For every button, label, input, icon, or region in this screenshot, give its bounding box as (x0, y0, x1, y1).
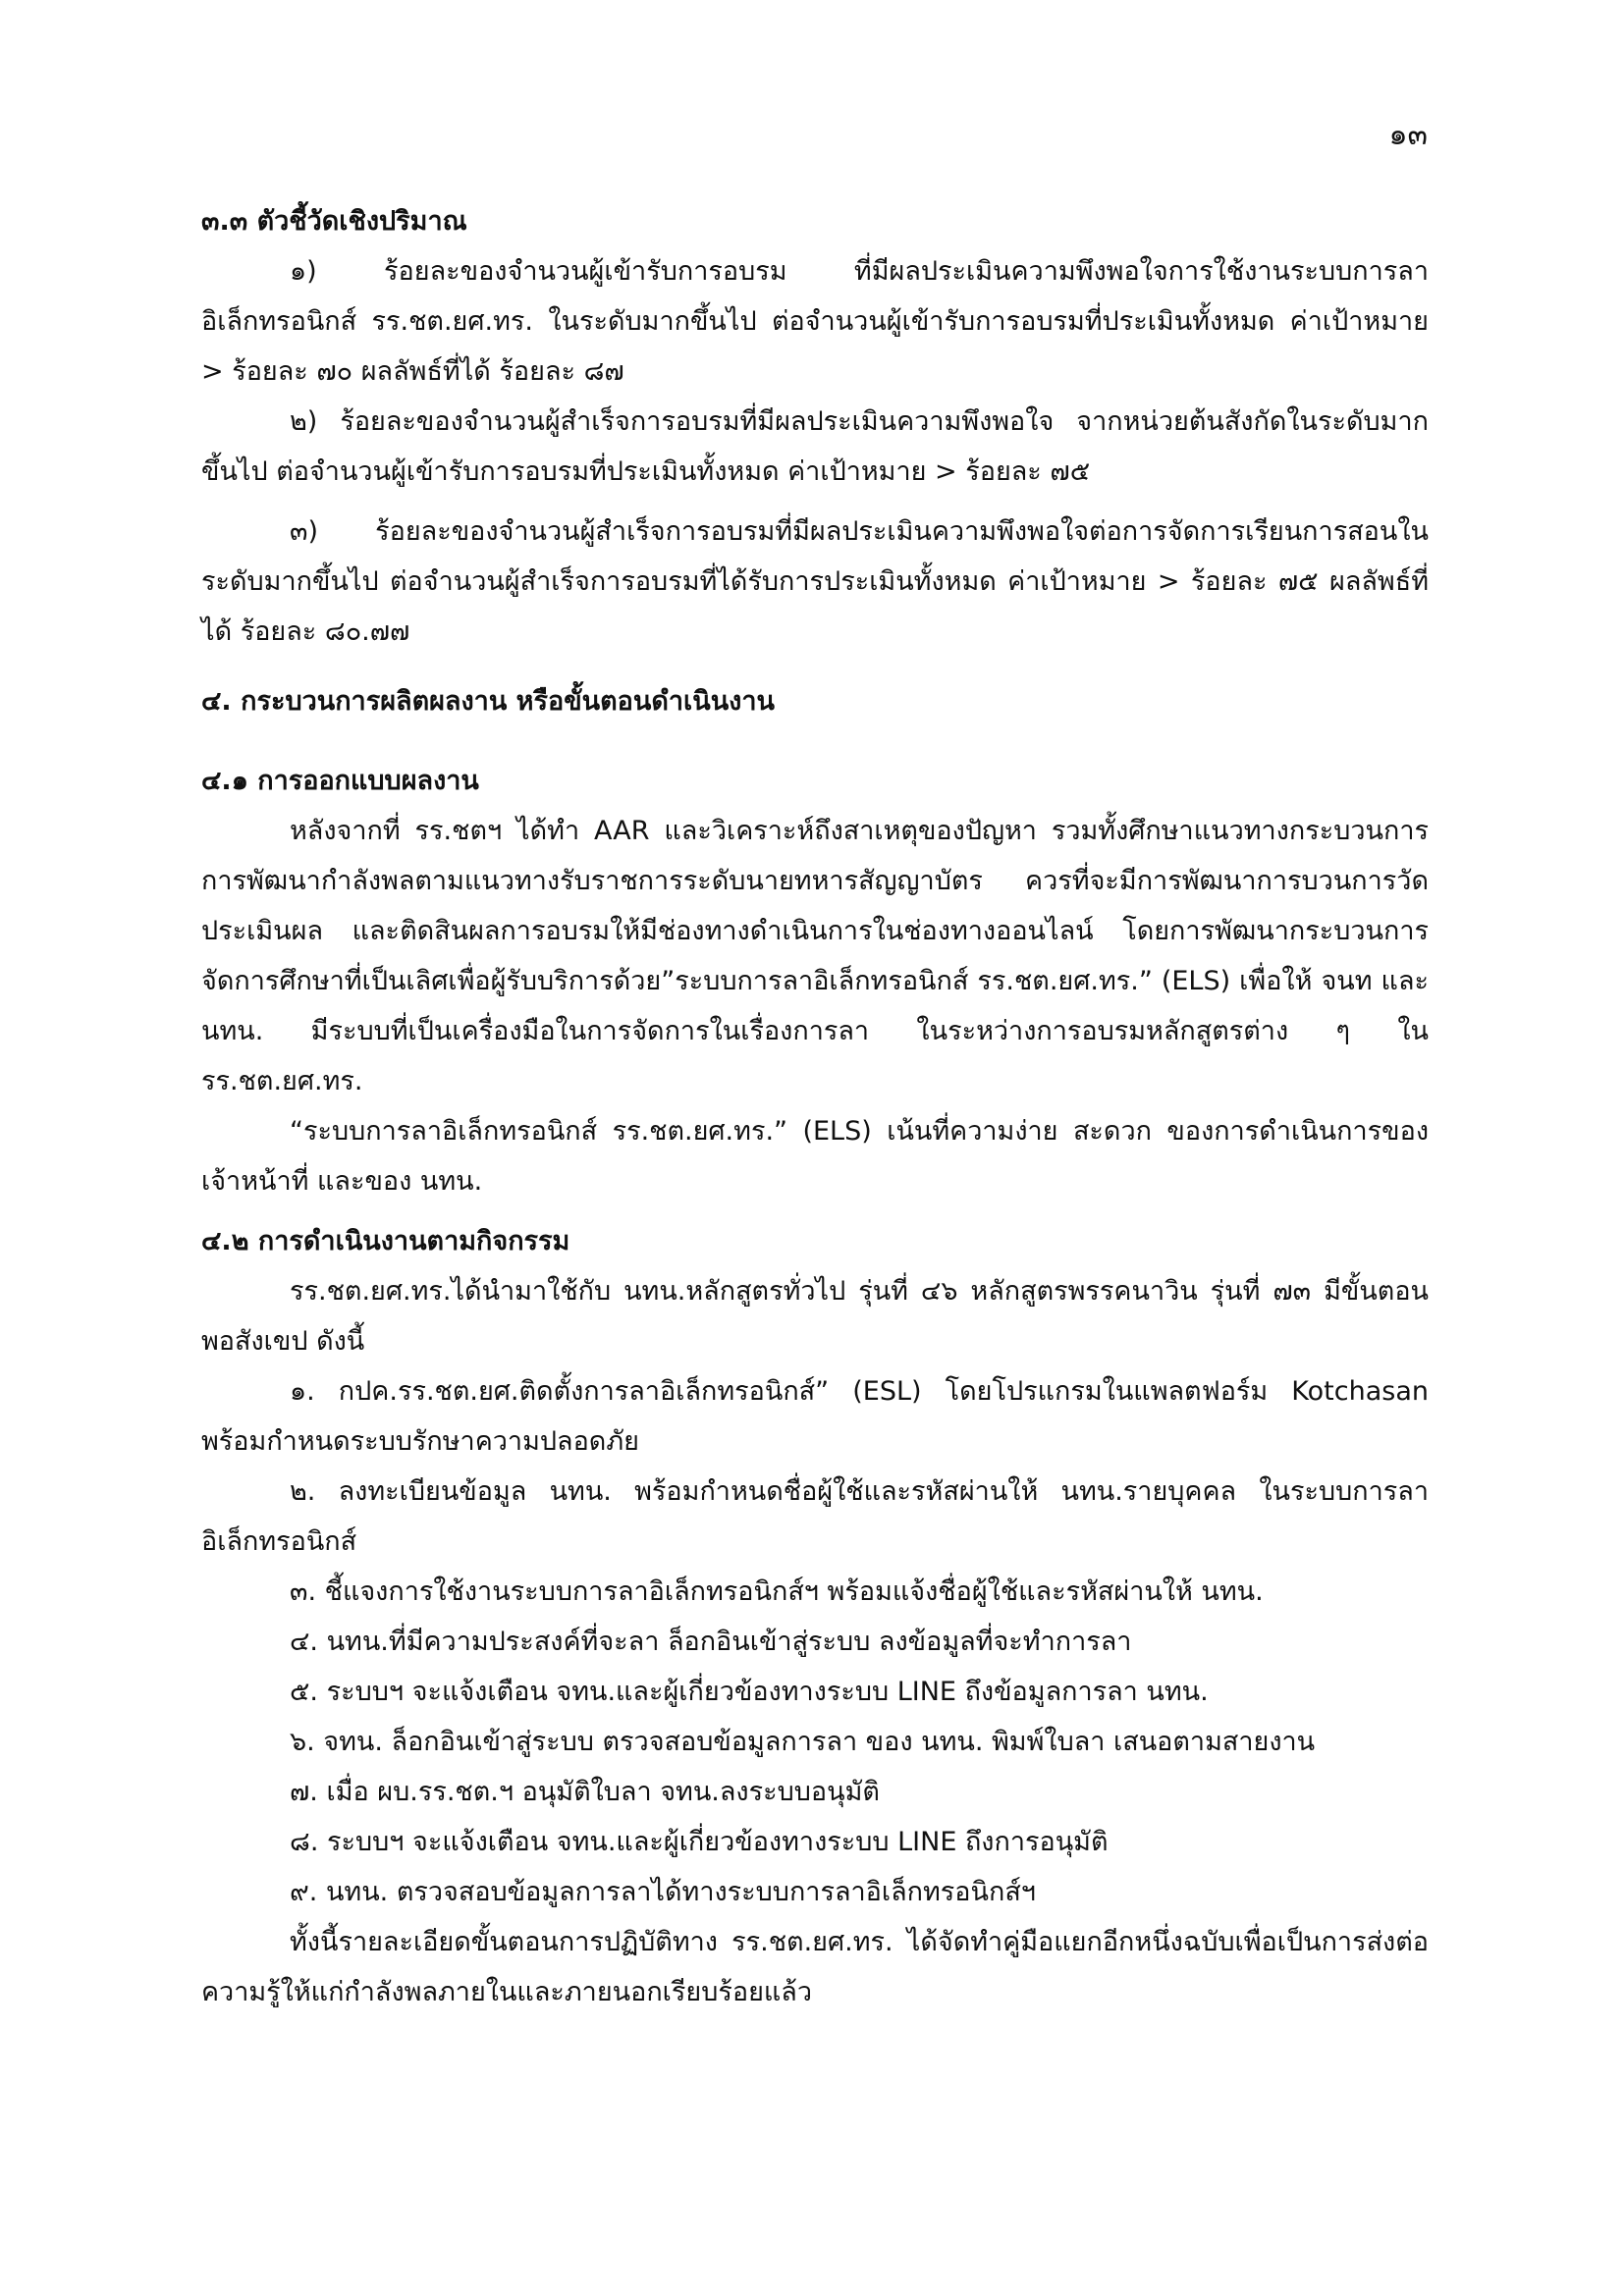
section-4-1-paragraph-1: หลังจากที่ รร.ชตฯ ได้ทำ AAR และวิเคราะห์ถึงสาเหตุของปัญหา รวมทั้งศึกษาแนวทางกระบวนการการพัฒนากำลังพลตามแนวทางรับราชการระดับนายทหารสัญญาบัตร ควรที่จะมีการพัฒนาการบวนการวัดประเมินผล และติดสินผลการอบรมให้มีช่องทางดำเนินการในช่องทางออนไลน์ โดยการพัฒนากระบวนการจัดการศึกษาที่เป็นเลิศเพื่อผู้รับบริการด้วย”ระบบการลาอิเล็กทรอนิกส์ รร.ชต.ยศ.ทร.” (ELS) เพื่อให้ จนท และ นทน. มีระบบที่เป็นเครื่องมือในการจัดการในเรื่องการลา ในระหว่างการอบรมหลักสูตรต่าง ๆ ใน รร.ชต.ยศ.ทร. (201, 816, 1429, 1096)
page-number: ๑๓ (1388, 118, 1428, 152)
step-item: ๘. ระบบฯ จะแจ้งเตือน จทน.และผู้เกี่ยวข้องทางระบบ LINE ถึงการอนุมัติ (290, 1827, 1109, 1857)
section-3-3-paragraph-3: ๓) ร้อยละของจำนวนผู้สำเร็จการอบรมที่มีผลประเมินความพึงพอใจต่อการจัดการเรียนการสอนในระดับมากขึ้นไป ต่อจำนวนผู้สำเร็จการอบรมที่ได้รับการประเมินทั้งหมด ค่าเป้าหมาย > ร้อยละ ๗๕ ผลลัพธ์ที่ได้ ร้อยละ ๘๐.๗๗ (201, 516, 1429, 647)
step-item: ๔. นทน.ที่มีความประสงค์ที่จะลา ล็อกอินเข้าสู่ระบบ ลงข้อมูลที่จะทำการลา (290, 1627, 1132, 1657)
section-4-heading: ๔. กระบวนการผลิตผลงาน หรือขั้นตอนดำเนินงาน (201, 686, 775, 717)
step-item: ๖. จทน. ล็อกอินเข้าสู่ระบบ ตรวจสอบข้อมูลการลา ของ นทน. พิมพ์ใบลา เสนอตามสายงาน (290, 1727, 1316, 1757)
section-4-1-paragraph-2: “ระบบการลาอิเล็กทรอนิกส์ รร.ชต.ยศ.ทร.” (ELS) เน้นที่ความง่าย สะดวก ของการดำเนินการของเจ้าหน้าที่ และของ นทน. (201, 1116, 1429, 1197)
section-4-2-closing: ทั้งนี้รายละเอียดขั้นตอนการปฏิบัติทาง รร.ชต.ยศ.ทร. ได้จัดทำคู่มือแยกอีกหนึ่งฉบับเพื่อเป็นการส่งต่อความรู้ให้แก่กำลังพลภายในและภายนอกเรียบร้อยแล้ว (201, 1927, 1429, 2007)
step-item: ๗. เมื่อ ผบ.รร.ชต.ฯ อนุมัติใบลา จทน.ลงระบบอนุมัติ (290, 1777, 880, 1807)
section-3-3-paragraph-1: ๑) ร้อยละของจำนวนผู้เข้ารับการอบรม ที่มีผลประเมินความพึงพอใจการใช้งานระบบการลาอิเล็กทรอนิกส์ รร.ชต.ยศ.ทร. ในระดับมากขึ้นไป ต่อจำนวนผู้เข้ารับการอบรมที่ประเมินทั้งหมด ค่าเป้าหมาย > ร้อยละ ๗๐ ผลลัพธ์ที่ได้ ร้อยละ ๘๗ (201, 256, 1429, 387)
section-4-2-heading: ๔.๒ การดำเนินงานตามกิจกรรม (201, 1226, 570, 1256)
section-4-1-heading: ๔.๑ การออกแบบผลงาน (201, 766, 479, 796)
step-item: ๙. นทน. ตรวจสอบข้อมูลการลาได้ทางระบบการลาอิเล็กทรอนิกส์ฯ (290, 1877, 1036, 1907)
step-item: ๑. กปค.รร.ชต.ยศ.ติดตั้งการลาอิเล็กทรอนิกส์” (ESL) โดยโปรแกรมในแพลตฟอร์ม Kotchasan พร้อมกำหนดระบบรักษาความปลอดภัย (201, 1376, 1429, 1457)
section-4-2-intro: รร.ชต.ยศ.ทร.ได้นำมาใช้กับ นทน.หลักสูตรทั่วไป รุ่นที่ ๔๖ หลักสูตรพรรคนาวิน รุ่นที่ ๗๓ มีขั้นตอนพอสังเขป ดังนี้ (201, 1276, 1429, 1357)
section-3-3-paragraph-2: ๒) ร้อยละของจำนวนผู้สำเร็จการอบรมที่มีผลประเมินความพึงพอใจ จากหน่วยต้นสังกัดในระดับมากขึ้นไป ต่อจำนวนผู้เข้ารับการอบรมที่ประเมินทั้งหมด ค่าเป้าหมาย > ร้อยละ ๗๕ (201, 406, 1429, 487)
document-body (201, 196, 1429, 2017)
section-3-3-heading: ๓.๓ ตัวชี้วัดเชิงปริมาณ (201, 206, 467, 237)
step-item: ๓. ชี้แจงการใช้งานระบบการลาอิเล็กทรอนิกส์ฯ พร้อมแจ้งชื่อผู้ใช้และรหัสผ่านให้ นทน. (290, 1576, 1264, 1607)
step-item: ๕. ระบบฯ จะแจ้งเตือน จทน.และผู้เกี่ยวข้องทางระบบ LINE ถึงข้อมูลการลา นทน. (290, 1677, 1209, 1707)
step-item: ๒. ลงทะเบียนข้อมูล นทน. พร้อมกำหนดชื่อผู้ใช้และรหัสผ่านให้ นทน.รายบุคคล ในระบบการลาอิเล็กทรอนิกส์ (201, 1476, 1429, 1557)
